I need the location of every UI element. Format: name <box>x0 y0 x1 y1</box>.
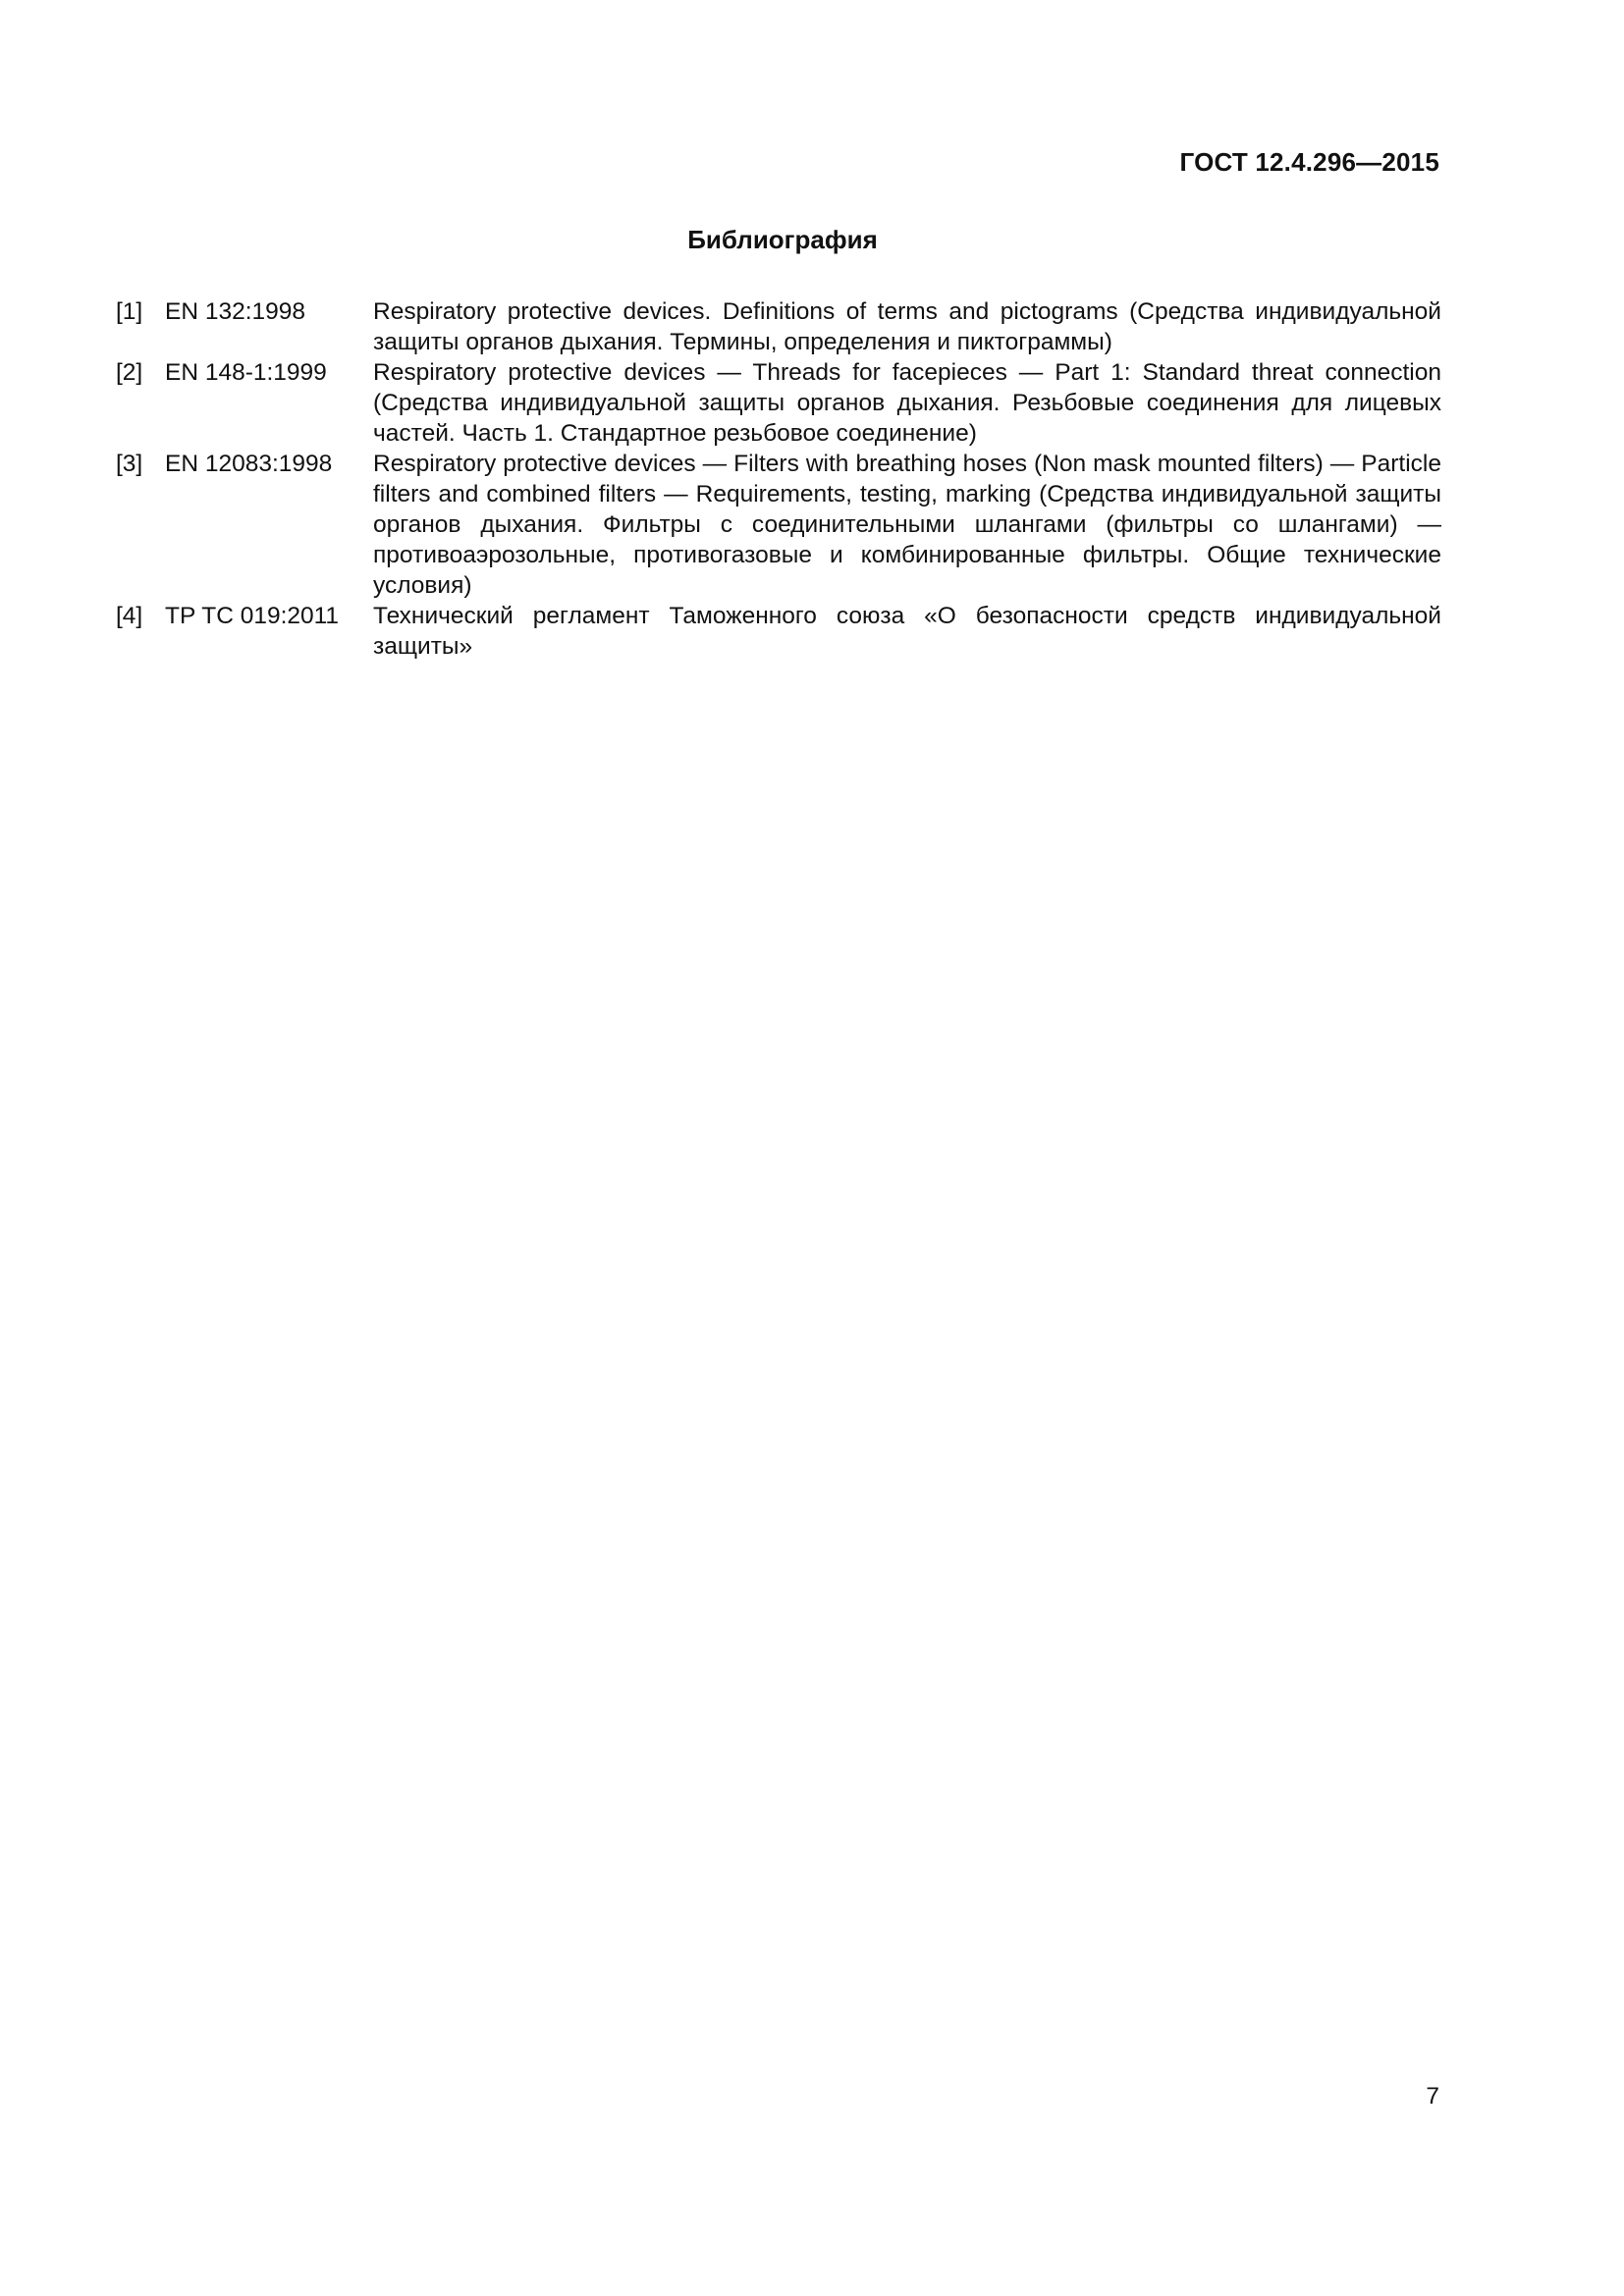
bibliography-entry <box>116 601 1441 662</box>
bibliography-entry <box>116 449 1441 601</box>
entry-number: [4] <box>116 603 143 629</box>
entry-text: Технический регламент Таможенного союза «О безопасности средств индивидуальной защиты» <box>373 603 1441 660</box>
section-title: Библиография <box>687 225 878 254</box>
entry-text: Respiratory protective devices — Filters with breathing hoses (Non mask mounted filters) — Particle filters and combined filters — Requirements, testing, marking (Средства индивидуальной защиты органов дыхания. Фильтры с соединительными шлангами (фильтры со шлангами) — противоаэрозольные, противогазовые и комбинированные фильтры. Общие технические условия) <box>373 451 1441 599</box>
entry-code: EN 12083:1998 <box>165 451 333 477</box>
bibliography-entry <box>116 357 1441 449</box>
page-number: 7 <box>1426 2083 1439 2109</box>
entry-text: Respiratory protective devices — Threads for facepieces — Part 1: Standard threat connection (Средства индивидуальной защиты органов дыхания. Резьбовые соединения для лицевых частей. Часть 1. Стандартное резьбовое соединение) <box>373 359 1441 447</box>
entry-number: [2] <box>116 359 143 386</box>
entry-code: TP TC 019:2011 <box>165 603 340 629</box>
entry-code: EN 148-1:1999 <box>165 359 327 386</box>
entry-number: [3] <box>116 451 143 477</box>
entry-number: [1] <box>116 298 143 325</box>
document-code: ГОСТ 12.4.296—2015 <box>1179 147 1439 177</box>
bibliography-list <box>116 296 1441 662</box>
entry-code: EN 132:1998 <box>165 298 306 325</box>
entry-text: Respiratory protective devices. Definitions of terms and pictograms (Средства индивидуальной защиты органов дыхания. Термины, определения и пиктограммы) <box>373 298 1441 355</box>
bibliography-entry <box>116 296 1441 357</box>
